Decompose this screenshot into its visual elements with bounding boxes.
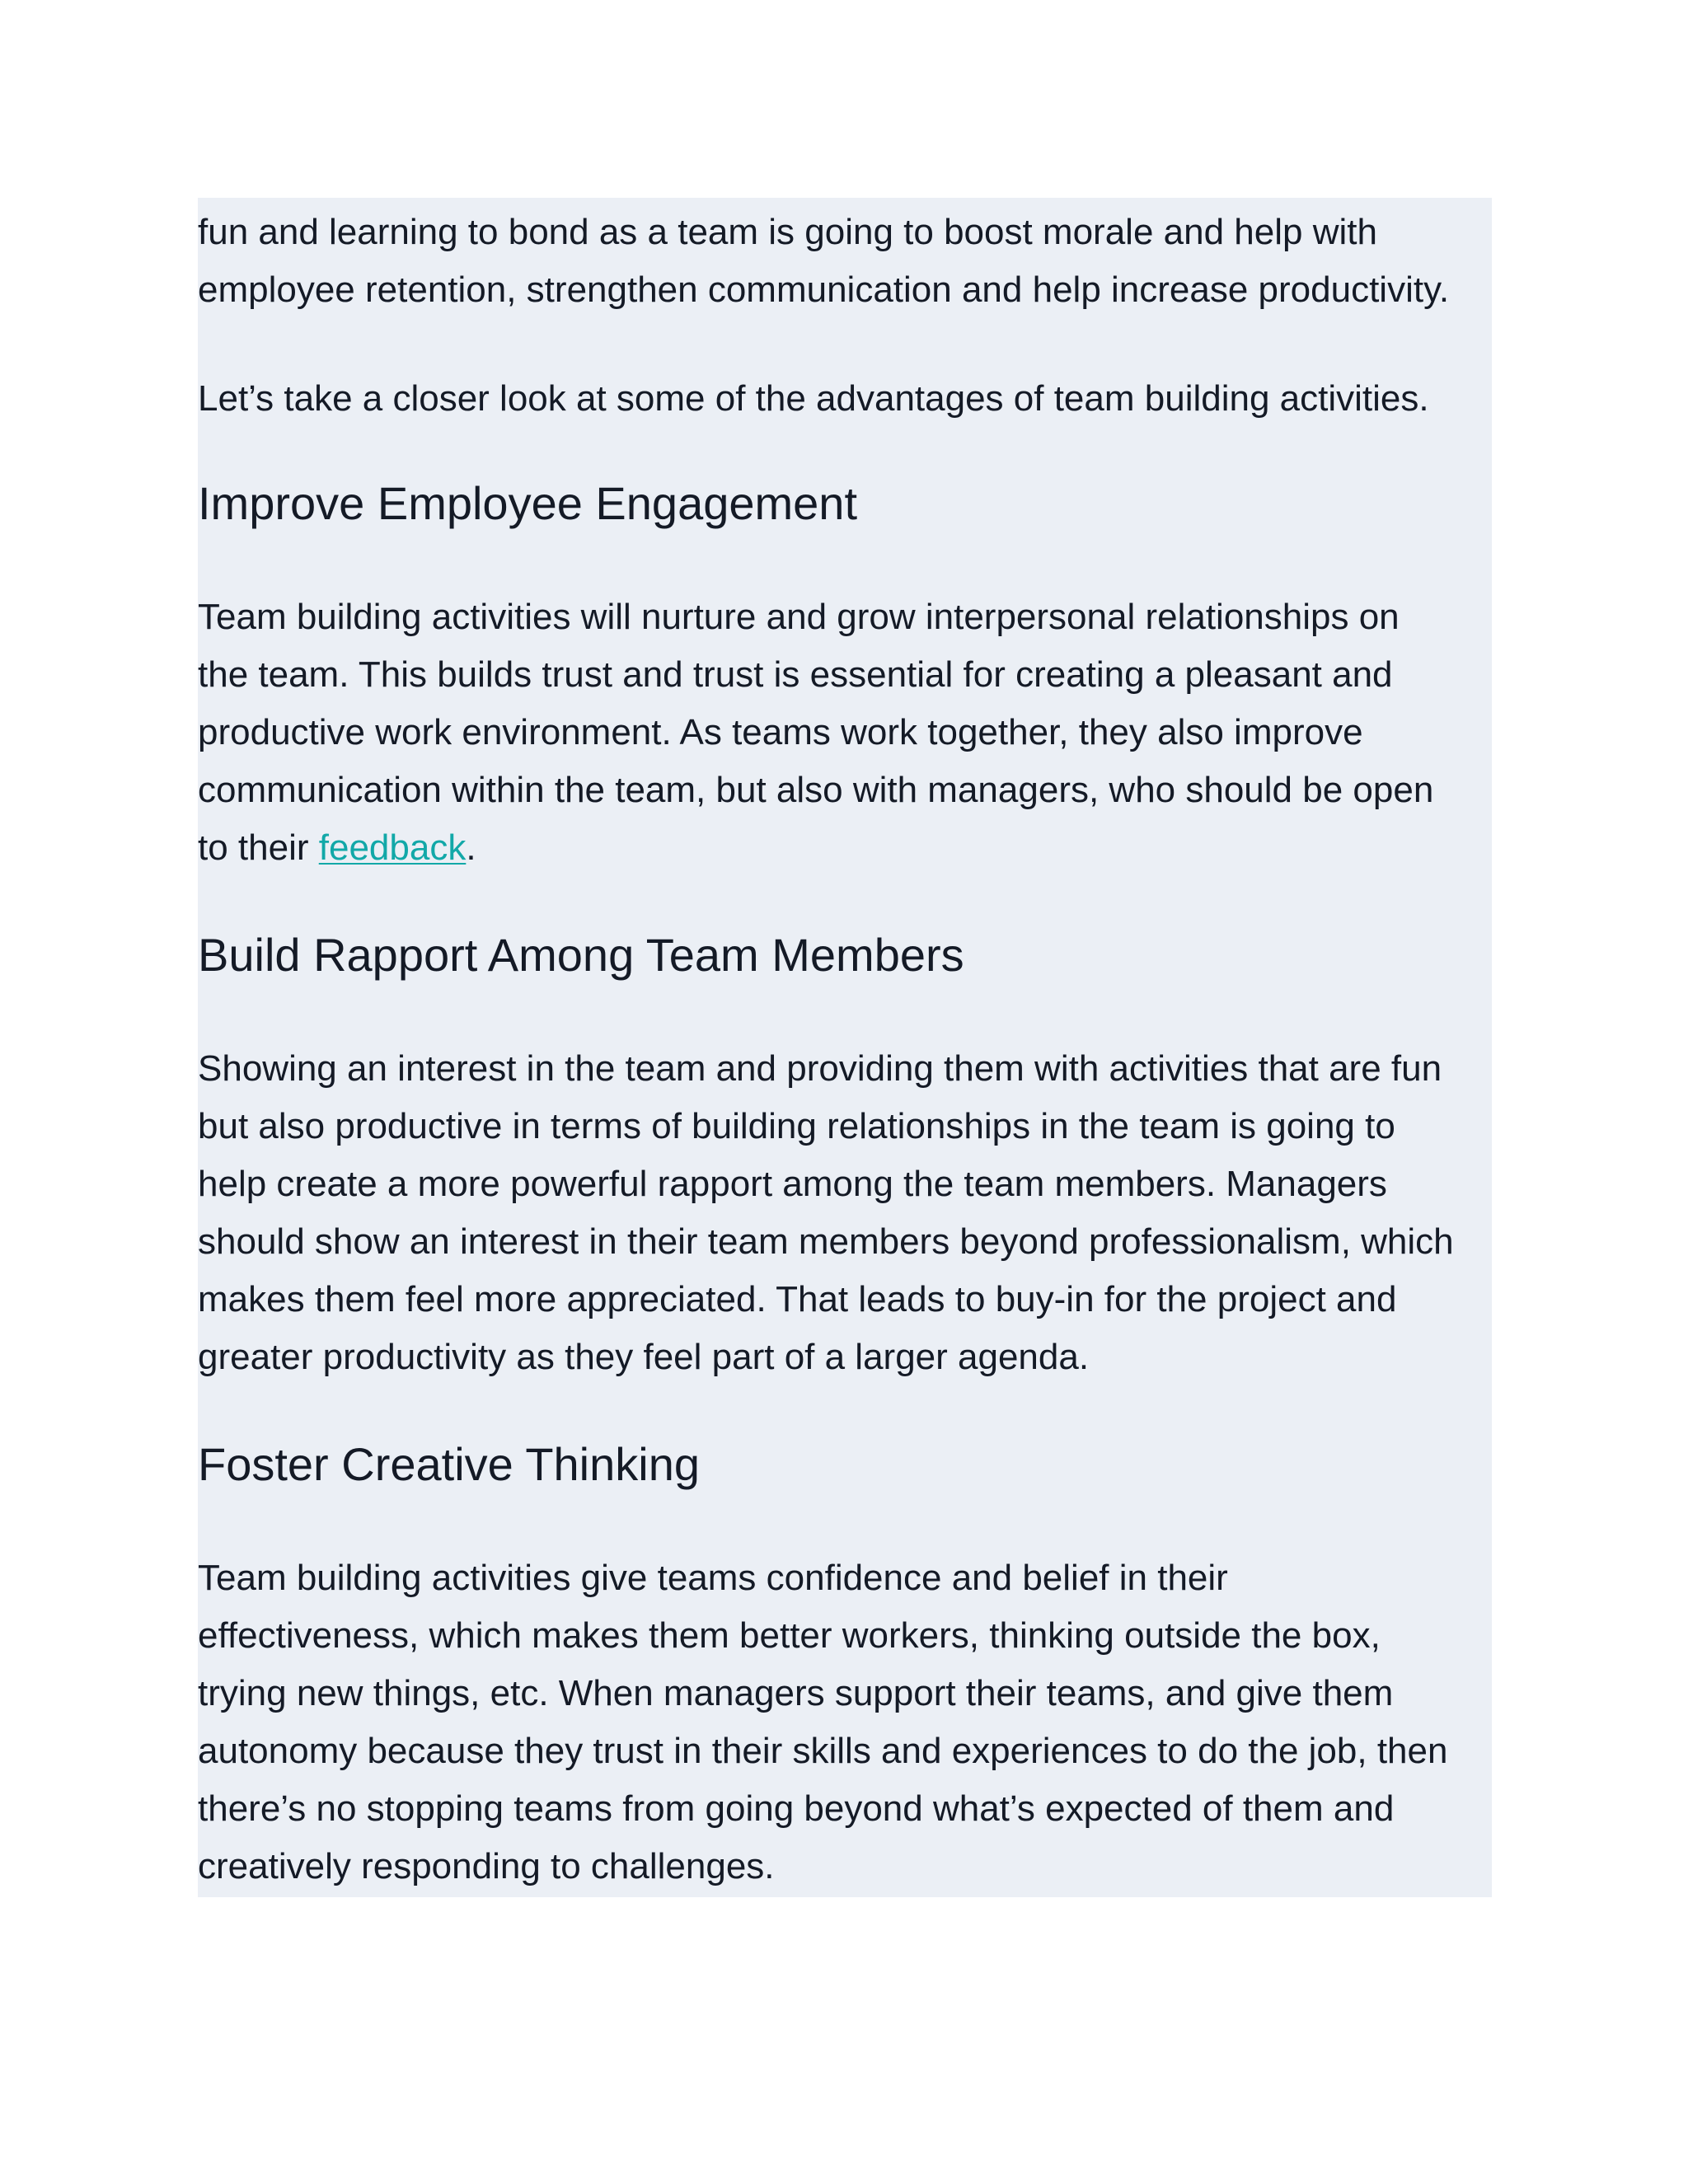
paragraph-line: the team. This builds trust and trust is essential for creating a pleasant and (198, 654, 1393, 695)
paragraph-line: creatively responding to challenges. (198, 1846, 775, 1886)
paragraph-line: effectiveness, which makes them better workers, thinking outside the box, (198, 1615, 1381, 1656)
paragraph-line: trying new things, etc. When managers support their teams, and give them (198, 1673, 1394, 1713)
section-heading-foster-creative-thinking: Foster Creative Thinking (198, 1438, 700, 1490)
section-heading-build-rapport: Build Rapport Among Team Members (198, 929, 964, 981)
paragraph-line: help create a more powerful rapport among the team members. Managers (198, 1164, 1387, 1204)
paragraph-line-with-link (198, 827, 476, 868)
paragraph-line: Team building activities will nurture and grow interpersonal relationships on (198, 597, 1400, 637)
link-suffix-text: . (466, 827, 476, 868)
section-heading-improve-employee-engagement: Improve Employee Engagement (198, 477, 857, 529)
paragraph-line: Showing an interest in the team and providing them with activities that are fun (198, 1048, 1442, 1089)
paragraph-line: should show an interest in their team members beyond professionalism, which (198, 1221, 1454, 1262)
content-block (198, 198, 1492, 1897)
paragraph-line: makes them feel more appreciated. That leads to buy-in for the project and (198, 1279, 1397, 1319)
feedback-link[interactable]: feedback (318, 827, 467, 868)
paragraph-line: autonomy because they trust in their skills and experiences to do the job, then (198, 1731, 1448, 1771)
paragraph-line: productive work environment. As teams work together, they also improve (198, 712, 1363, 752)
intro-line: employee retention, strengthen communication and help increase productivity. (198, 269, 1450, 310)
paragraph-line: but also productive in terms of building relationships in the team is going to (198, 1106, 1395, 1146)
closer-look-line: Let’s take a closer look at some of the advantages of team building activities. (198, 378, 1429, 419)
paragraph-line: Team building activities give teams confidence and belief in their (198, 1558, 1228, 1598)
link-prefix-text: to their (198, 827, 319, 868)
intro-line: fun and learning to bond as a team is going to boost morale and help with (198, 212, 1377, 252)
paragraph-line: greater productivity as they feel part of a larger agenda. (198, 1337, 1090, 1377)
paragraph-line: there’s no stopping teams from going beyond what’s expected of them and (198, 1788, 1395, 1829)
paragraph-line: communication within the team, but also with managers, who should be open (198, 770, 1434, 810)
